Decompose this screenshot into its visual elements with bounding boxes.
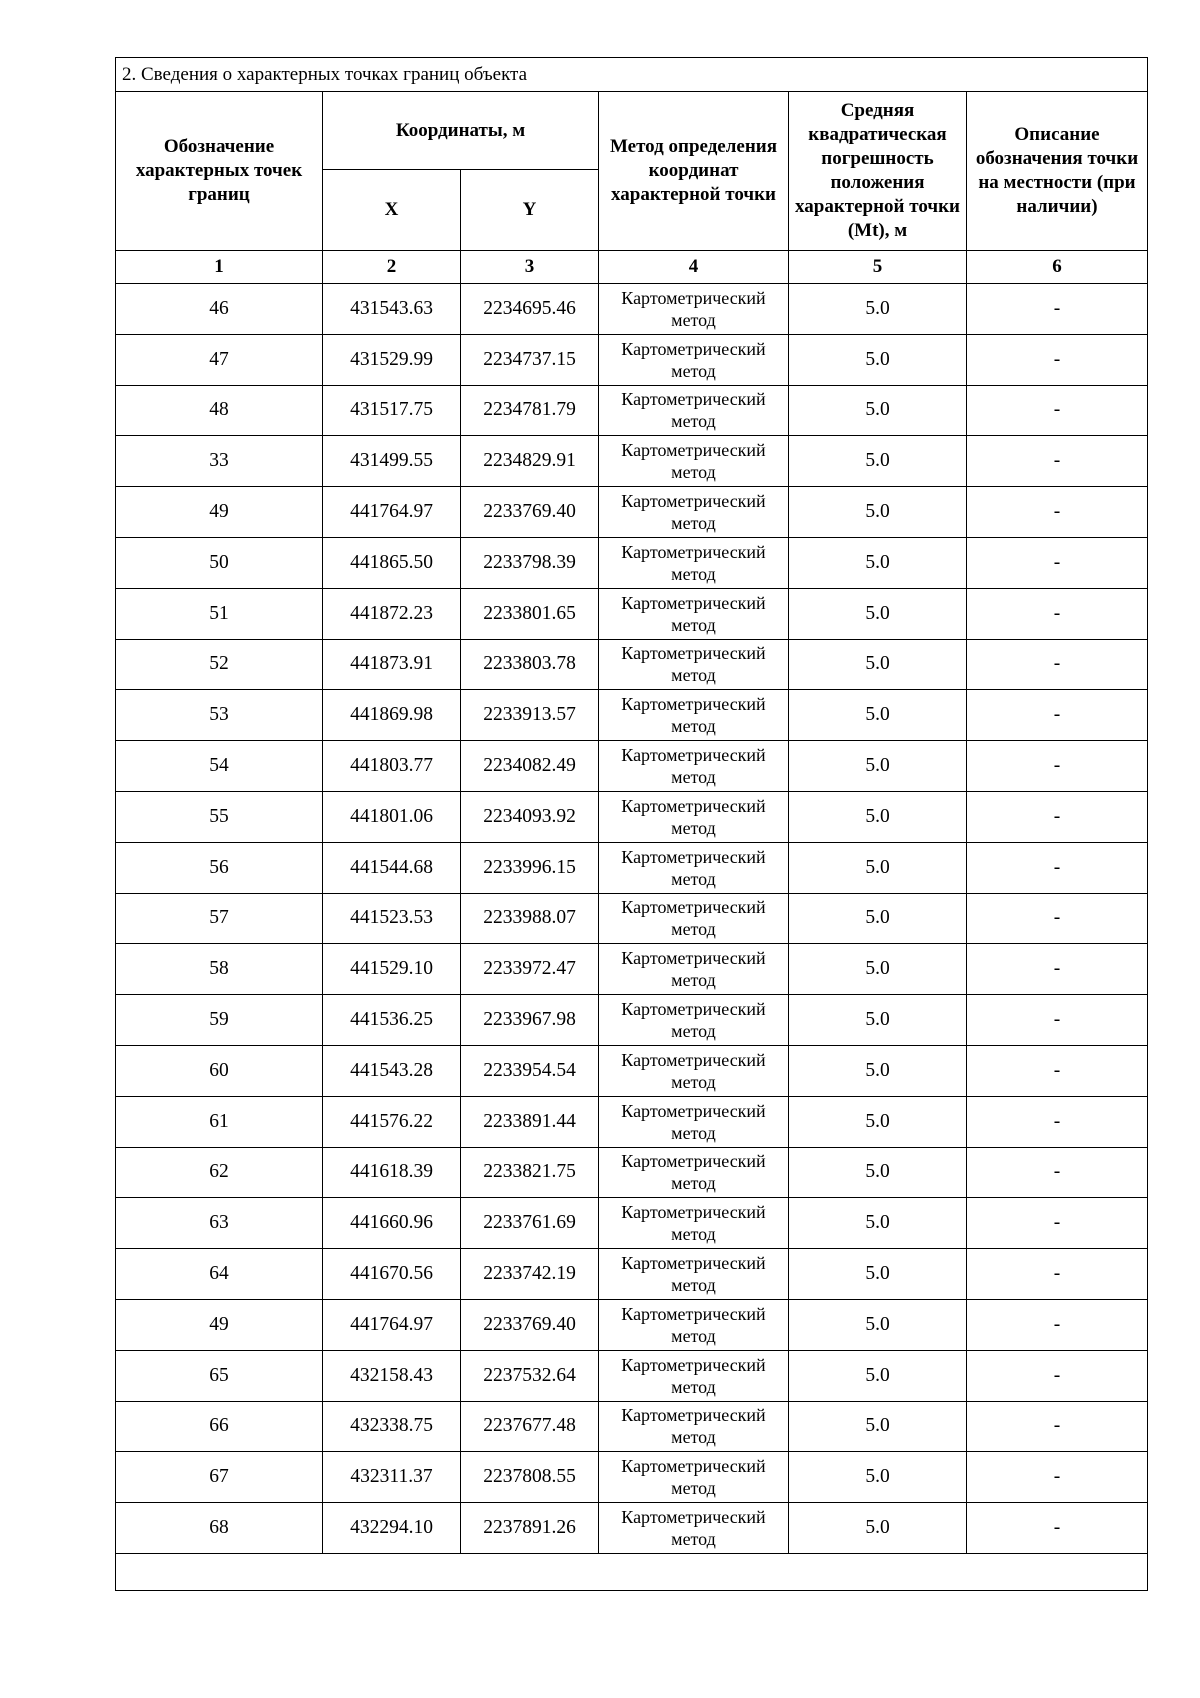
y-cell: 2233769.40 <box>461 487 599 538</box>
point-cell: 66 <box>116 1401 323 1452</box>
x-cell: 432158.43 <box>323 1350 461 1401</box>
description-cell: - <box>967 995 1148 1046</box>
method-cell: Картометрический метод <box>599 1350 789 1401</box>
table-row <box>116 284 1148 335</box>
y-cell: 2233891.44 <box>461 1096 599 1147</box>
method-cell: Картометрический метод <box>599 893 789 944</box>
mean-error-cell: 5.0 <box>789 537 967 588</box>
method-cell: Картометрический метод <box>599 741 789 792</box>
y-cell: 2237808.55 <box>461 1452 599 1503</box>
description-cell: - <box>967 893 1148 944</box>
mean-error-cell: 5.0 <box>789 995 967 1046</box>
y-cell: 2237532.64 <box>461 1350 599 1401</box>
column-number: 2 <box>323 251 461 284</box>
table-row <box>116 385 1148 436</box>
y-cell: 2234829.91 <box>461 436 599 487</box>
point-cell: 48 <box>116 385 323 436</box>
mean-error-cell: 5.0 <box>789 588 967 639</box>
description-cell: - <box>967 487 1148 538</box>
x-cell: 441801.06 <box>323 791 461 842</box>
x-cell: 441543.28 <box>323 1045 461 1096</box>
method-cell: Картометрический метод <box>599 1452 789 1503</box>
method-cell: Картометрический метод <box>599 537 789 588</box>
x-cell: 441869.98 <box>323 690 461 741</box>
y-cell: 2233801.65 <box>461 588 599 639</box>
table-row <box>116 1198 1148 1249</box>
method-cell: Картометрический метод <box>599 995 789 1046</box>
description-cell: - <box>967 639 1148 690</box>
x-cell: 441764.97 <box>323 487 461 538</box>
empty-cell <box>116 1553 1148 1590</box>
description-cell: - <box>967 1045 1148 1096</box>
column-number: 4 <box>599 251 789 284</box>
mean-error-cell: 5.0 <box>789 791 967 842</box>
description-cell: - <box>967 1096 1148 1147</box>
description-cell: - <box>967 588 1148 639</box>
table-row <box>116 690 1148 741</box>
header-coordinates: Координаты, м <box>323 92 599 170</box>
header-point-designation: Обозначение характерных точек границ <box>116 92 323 251</box>
y-cell: 2234781.79 <box>461 385 599 436</box>
x-cell: 431529.99 <box>323 334 461 385</box>
point-cell: 61 <box>116 1096 323 1147</box>
point-cell: 62 <box>116 1147 323 1198</box>
table-row <box>116 1401 1148 1452</box>
point-cell: 68 <box>116 1503 323 1554</box>
mean-error-cell: 5.0 <box>789 1096 967 1147</box>
x-cell: 432338.75 <box>323 1401 461 1452</box>
mean-error-cell: 5.0 <box>789 334 967 385</box>
point-cell: 56 <box>116 842 323 893</box>
method-cell: Картометрический метод <box>599 944 789 995</box>
method-cell: Картометрический метод <box>599 385 789 436</box>
description-cell: - <box>967 944 1148 995</box>
y-cell: 2234737.15 <box>461 334 599 385</box>
description-cell: - <box>967 385 1148 436</box>
point-cell: 63 <box>116 1198 323 1249</box>
description-cell: - <box>967 1503 1148 1554</box>
column-number: 5 <box>789 251 967 284</box>
x-cell: 441872.23 <box>323 588 461 639</box>
table-row <box>116 1503 1148 1554</box>
y-cell: 2233803.78 <box>461 639 599 690</box>
point-cell: 49 <box>116 1299 323 1350</box>
mean-error-cell: 5.0 <box>789 639 967 690</box>
mean-error-cell: 5.0 <box>789 1452 967 1503</box>
method-cell: Картометрический метод <box>599 487 789 538</box>
table-row <box>116 588 1148 639</box>
empty-footer-row <box>116 1553 1148 1590</box>
point-cell: 65 <box>116 1350 323 1401</box>
y-cell: 2234695.46 <box>461 284 599 335</box>
method-cell: Картометрический метод <box>599 1401 789 1452</box>
x-cell: 441660.96 <box>323 1198 461 1249</box>
y-cell: 2237677.48 <box>461 1401 599 1452</box>
point-cell: 55 <box>116 791 323 842</box>
column-number-row <box>116 251 1148 284</box>
mean-error-cell: 5.0 <box>789 690 967 741</box>
point-cell: 51 <box>116 588 323 639</box>
header-y: Y <box>461 170 599 251</box>
mean-error-cell: 5.0 <box>789 842 967 893</box>
table-row <box>116 639 1148 690</box>
point-cell: 50 <box>116 537 323 588</box>
method-cell: Картометрический метод <box>599 842 789 893</box>
y-cell: 2233798.39 <box>461 537 599 588</box>
y-cell: 2233761.69 <box>461 1198 599 1249</box>
method-cell: Картометрический метод <box>599 284 789 335</box>
x-cell: 441523.53 <box>323 893 461 944</box>
mean-error-cell: 5.0 <box>789 944 967 995</box>
method-cell: Картометрический метод <box>599 1147 789 1198</box>
method-cell: Картометрический метод <box>599 1096 789 1147</box>
y-cell: 2233996.15 <box>461 842 599 893</box>
table-row <box>116 1452 1148 1503</box>
mean-error-cell: 5.0 <box>789 1249 967 1300</box>
point-cell: 54 <box>116 741 323 792</box>
y-cell: 2237891.26 <box>461 1503 599 1554</box>
y-cell: 2233967.98 <box>461 995 599 1046</box>
table-row <box>116 1299 1148 1350</box>
column-number: 1 <box>116 251 323 284</box>
point-cell: 46 <box>116 284 323 335</box>
mean-error-cell: 5.0 <box>789 385 967 436</box>
point-cell: 47 <box>116 334 323 385</box>
point-cell: 59 <box>116 995 323 1046</box>
section-title: 2. Сведения о характерных точках границ объекта <box>116 58 1148 92</box>
method-cell: Картометрический метод <box>599 1299 789 1350</box>
table-body <box>116 284 1148 1554</box>
mean-error-cell: 5.0 <box>789 741 967 792</box>
point-cell: 52 <box>116 639 323 690</box>
x-cell: 432294.10 <box>323 1503 461 1554</box>
header-description: Описание обозначения точки на местности (при наличии) <box>967 92 1148 251</box>
method-cell: Картометрический метод <box>599 1503 789 1554</box>
table-row <box>116 436 1148 487</box>
mean-error-cell: 5.0 <box>789 1350 967 1401</box>
description-cell: - <box>967 436 1148 487</box>
point-cell: 60 <box>116 1045 323 1096</box>
x-cell: 441873.91 <box>323 639 461 690</box>
point-cell: 49 <box>116 487 323 538</box>
description-cell: - <box>967 842 1148 893</box>
x-cell: 441529.10 <box>323 944 461 995</box>
mean-error-cell: 5.0 <box>789 1503 967 1554</box>
table-row <box>116 1045 1148 1096</box>
point-cell: 53 <box>116 690 323 741</box>
method-cell: Картометрический метод <box>599 791 789 842</box>
mean-error-cell: 5.0 <box>789 1147 967 1198</box>
table-row <box>116 1249 1148 1300</box>
header-method: Метод определения координат характерной точки <box>599 92 789 251</box>
y-cell: 2233821.75 <box>461 1147 599 1198</box>
x-cell: 441865.50 <box>323 537 461 588</box>
mean-error-cell: 5.0 <box>789 436 967 487</box>
table-row <box>116 741 1148 792</box>
header-mean-error: Средняя квадратическая погрешность положения характерной точки (Mt), м <box>789 92 967 251</box>
table-row <box>116 944 1148 995</box>
method-cell: Картометрический метод <box>599 588 789 639</box>
y-cell: 2234082.49 <box>461 741 599 792</box>
table-row <box>116 842 1148 893</box>
description-cell: - <box>967 1299 1148 1350</box>
table-row <box>116 893 1148 944</box>
x-cell: 441576.22 <box>323 1096 461 1147</box>
description-cell: - <box>967 690 1148 741</box>
description-cell: - <box>967 1249 1148 1300</box>
mean-error-cell: 5.0 <box>789 1299 967 1350</box>
point-cell: 64 <box>116 1249 323 1300</box>
mean-error-cell: 5.0 <box>789 893 967 944</box>
table-row <box>116 1350 1148 1401</box>
y-cell: 2234093.92 <box>461 791 599 842</box>
method-cell: Картометрический метод <box>599 436 789 487</box>
document-sheet <box>115 57 1147 1591</box>
description-cell: - <box>967 1147 1148 1198</box>
table-row <box>116 1096 1148 1147</box>
description-cell: - <box>967 741 1148 792</box>
mean-error-cell: 5.0 <box>789 1198 967 1249</box>
x-cell: 431499.55 <box>323 436 461 487</box>
method-cell: Картометрический метод <box>599 1249 789 1300</box>
x-cell: 441536.25 <box>323 995 461 1046</box>
table-row <box>116 1147 1148 1198</box>
column-number: 6 <box>967 251 1148 284</box>
description-cell: - <box>967 537 1148 588</box>
method-cell: Картометрический метод <box>599 690 789 741</box>
boundary-points-table <box>115 57 1148 1591</box>
y-cell: 2233913.57 <box>461 690 599 741</box>
y-cell: 2233954.54 <box>461 1045 599 1096</box>
description-cell: - <box>967 284 1148 335</box>
x-cell: 441544.68 <box>323 842 461 893</box>
x-cell: 431517.75 <box>323 385 461 436</box>
column-number: 3 <box>461 251 599 284</box>
description-cell: - <box>967 791 1148 842</box>
description-cell: - <box>967 1198 1148 1249</box>
y-cell: 2233769.40 <box>461 1299 599 1350</box>
method-cell: Картометрический метод <box>599 1198 789 1249</box>
method-cell: Картометрический метод <box>599 1045 789 1096</box>
point-cell: 67 <box>116 1452 323 1503</box>
table-row <box>116 995 1148 1046</box>
mean-error-cell: 5.0 <box>789 1401 967 1452</box>
header-x: X <box>323 170 461 251</box>
x-cell: 441618.39 <box>323 1147 461 1198</box>
mean-error-cell: 5.0 <box>789 284 967 335</box>
table-row <box>116 791 1148 842</box>
x-cell: 431543.63 <box>323 284 461 335</box>
x-cell: 441764.97 <box>323 1299 461 1350</box>
x-cell: 441670.56 <box>323 1249 461 1300</box>
y-cell: 2233742.19 <box>461 1249 599 1300</box>
method-cell: Картометрический метод <box>599 639 789 690</box>
y-cell: 2233988.07 <box>461 893 599 944</box>
description-cell: - <box>967 1350 1148 1401</box>
description-cell: - <box>967 1401 1148 1452</box>
table-row <box>116 334 1148 385</box>
mean-error-cell: 5.0 <box>789 1045 967 1096</box>
description-cell: - <box>967 1452 1148 1503</box>
x-cell: 441803.77 <box>323 741 461 792</box>
x-cell: 432311.37 <box>323 1452 461 1503</box>
description-cell: - <box>967 334 1148 385</box>
point-cell: 33 <box>116 436 323 487</box>
method-cell: Картометрический метод <box>599 334 789 385</box>
point-cell: 57 <box>116 893 323 944</box>
point-cell: 58 <box>116 944 323 995</box>
table-row <box>116 537 1148 588</box>
table-row <box>116 487 1148 538</box>
mean-error-cell: 5.0 <box>789 487 967 538</box>
y-cell: 2233972.47 <box>461 944 599 995</box>
